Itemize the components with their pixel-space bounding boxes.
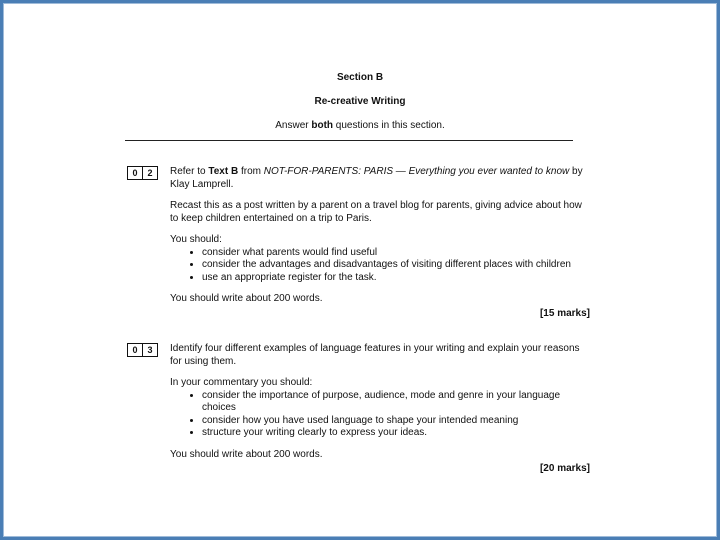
section-subtitle: Re-creative Writing — [314, 96, 406, 107]
question-task: Recast this as a post written by a parent on a travel blog for parents, giving advice about how to keep children entertained on a trip to Paris. — [170, 200, 582, 224]
marks-label: [20 marks] — [539, 463, 590, 474]
divider-rule — [125, 140, 573, 141]
question-03 — [170, 343, 590, 485]
word-count: You should write about 200 words. — [170, 448, 323, 460]
bullet-list — [170, 247, 590, 285]
question-lead: You should: — [170, 234, 222, 245]
question-02 — [170, 166, 590, 329]
section-instruction: Answer both questions in this section. — [275, 120, 445, 131]
question-intro: Identify four different examples of language features in your writing and explain your reasons for using them. — [170, 343, 580, 367]
question-intro: Refer to Text B from NOT-FOR-PARENTS: PARIS — Everything you ever wanted to know by Klay Lamprell. — [170, 166, 583, 190]
list-item: • consider the importance of purpose, audience, mode and genre in your language choices — [202, 390, 590, 415]
question-digit: 0 — [127, 343, 143, 357]
bullet-list — [170, 390, 590, 440]
question-digit: 0 — [127, 166, 143, 180]
marks-label: [15 marks] — [539, 307, 590, 319]
question-number-03 — [127, 343, 157, 357]
word-count: You should write about 200 words. — [170, 293, 323, 304]
list-item: • consider what parents would find useful — [202, 247, 590, 260]
question-digit: 2 — [142, 166, 158, 180]
question-lead: In your commentary you should: — [170, 377, 313, 388]
list-item: • consider how you have used language to shape your intended meaning — [202, 415, 590, 428]
list-item: • structure your writing clearly to express your ideas. — [202, 427, 590, 440]
list-item: • use an appropriate register for the task. — [202, 272, 590, 285]
section-title: Section B — [336, 72, 384, 83]
question-number-02 — [127, 166, 157, 180]
question-digit: 3 — [142, 343, 158, 357]
list-item: • consider the advantages and disadvantages of visiting different places with children — [202, 259, 590, 272]
